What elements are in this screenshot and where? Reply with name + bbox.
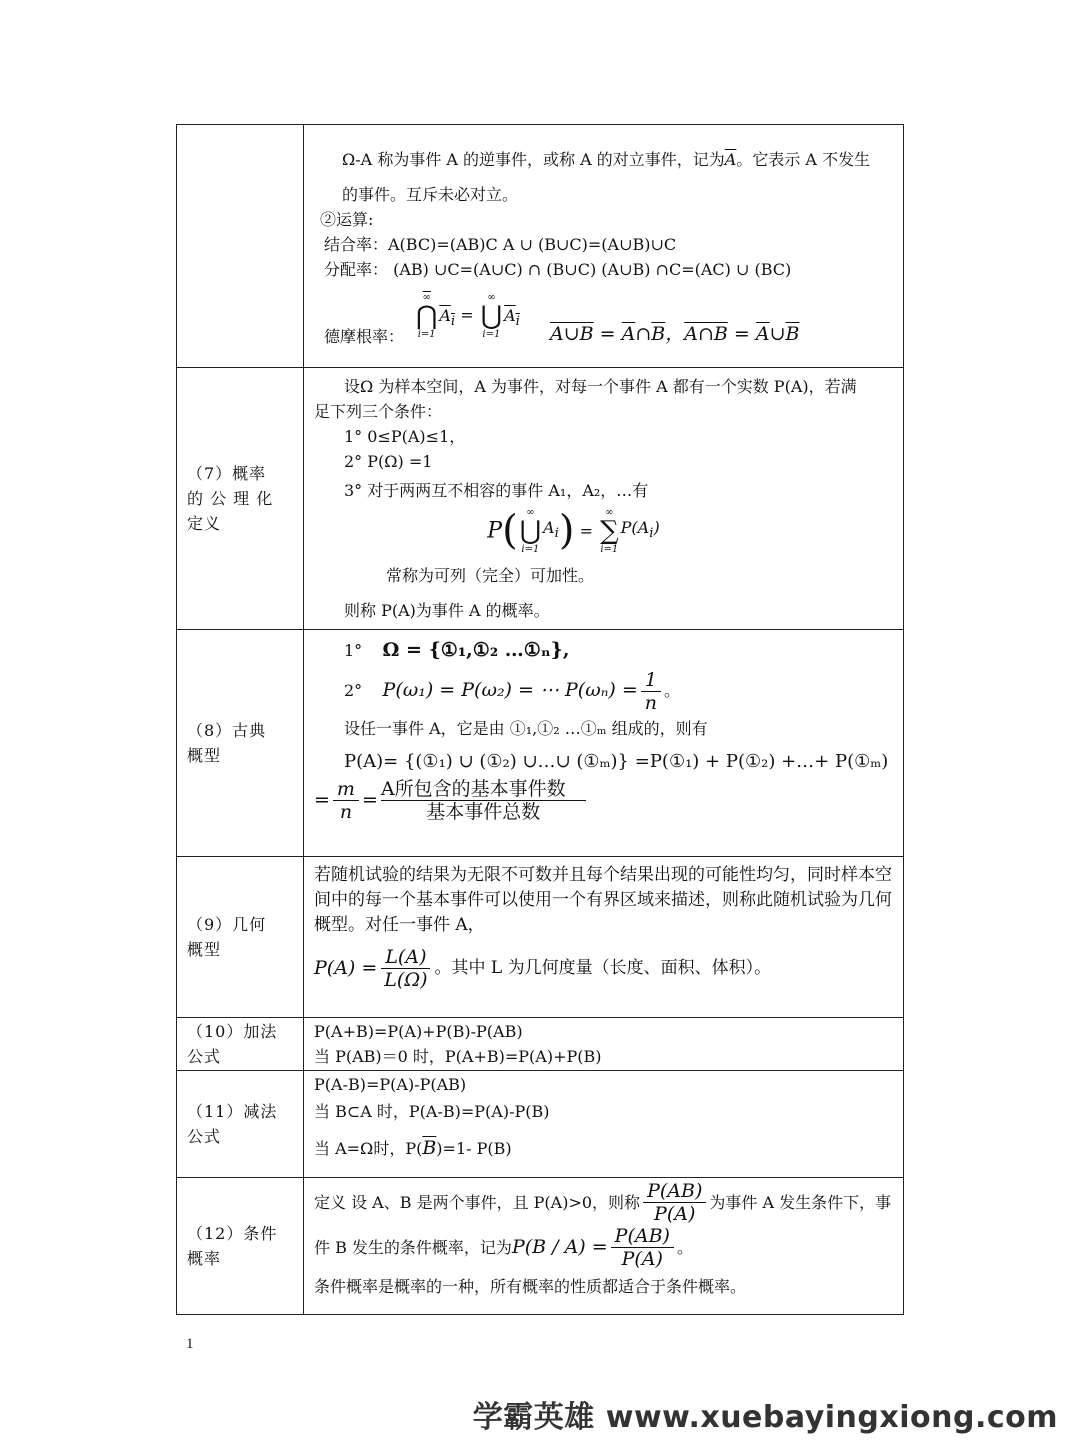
condition-1: 1° 0≤P(A)≤1， [344,427,466,446]
conditional-def-line-1: 定义 设 A、B 是两个事件，且 P(A)>0，则称 $\frac{P(AB)}{P(A)}$ 为事件 A 发生条件下，事 [314,1180,892,1225]
text-line: 结合率：A(BC)=(AB)C A ∪ (B∪C)=(A∪B)∪C [324,235,677,254]
row-label: （11）减法 公式 [177,1071,304,1178]
page-number: 1 [186,1336,194,1352]
text-line: 间中的每一个基本事件可以使用一个有界区域来描述，则称此随机试验为几何 [314,890,892,910]
classical-cond-2: 2° P(ω₁) = P(ω₂) = ⋯ P(ωₙ) = $\frac{1}{n}$ 。 [344,669,681,714]
row-body [304,1018,904,1071]
demorgan-label: 德摩根率： [324,327,405,346]
text-line: 常称为可列（完全）可加性。 [386,566,595,585]
row-body [304,125,904,368]
row-label: （12）条件 概率 [177,1178,304,1315]
row-label: （10）加法 公式 [177,1018,304,1071]
condition-3: 3° 对于两两互不相容的事件 A₁，A₂，…有 [344,481,649,500]
row-body [304,1178,904,1315]
classical-fraction: = $\frac{m}{n}$ = $\frac{\text{A所包含的基本事件数}}{\text{基本事件总数}}$ [314,778,893,823]
text-line: 足下列三个条件： [314,402,443,421]
text-line: P(A-B)=P(A)-P(AB) [314,1075,467,1094]
row-body [304,630,904,857]
row-body [304,368,904,630]
text-line: 当 A=Ω时，$P(\overline{B})=1-$ P(B) [314,1137,512,1159]
watermark: 学霸英雄 www.xuebayingxiong.com [472,1400,1058,1435]
row-label-empty [177,125,304,368]
text-line: 分配率： (AB) ∪C=(A∪C) ∩ (B∪C) (A∪B) ∩C=(AC) ∪ (BC) [324,260,792,279]
table-row [177,1178,904,1315]
row-label: （7）概率 的 公 理 化 定义 [177,368,304,630]
text-line: 当 P(AB)＝0 时，P(A+B)=P(A)+P(B) [314,1047,602,1066]
table-row [177,125,904,368]
content-table [176,124,904,1315]
table-row [177,1018,904,1071]
classical-cond-1: 1° Ω = {①₁,①₂ …①ₙ}, [344,639,570,661]
row-label: （8）古典 概型 [177,630,304,857]
text-line: 设任一事件 A，它是由 ①₁,①₂ …①ₘ 组成的，则有 [344,719,708,738]
text-line: ②运算: [320,210,374,229]
table-row [177,857,904,1018]
demorgan-formula-2: A∪B = $\overline{A}\cap\overline{B}$，A∩B = $\overline{A}\cup\overline{B}$ [550,323,800,345]
row-body [304,1071,904,1178]
demorgan-line [314,292,893,348]
text-line: 当 B⊂A 时，P(A-B)=P(A)-P(B) [314,1102,550,1121]
text-line: 的事件。互斥未必对立。 [342,185,519,204]
row-label: （9）几何 概型 [177,857,304,1018]
condition-2: 2° P(Ω) =1 [344,452,433,471]
table-row [177,368,904,630]
conditional-def-line-2: 件 B 发生的条件概率，记为P(B / A) = $\frac{P(AB)}{P(A)}$ 。 [314,1225,693,1270]
table-row [177,630,904,857]
geometric-formula: P(A) = $\frac{L(A)}{L(\Omega)}$ 。其中 L 为几何度量（长度、面积、体积）。 [314,946,772,991]
text-line: 设Ω 为样本空间，A 为事件，对每一个事件 A 都有一个实数 P(A)，若满 [344,377,857,396]
text-line: Ω-A 称为事件 A 的逆事件，或称 A 的对立事件，记为$\overline{A}$。它表示 A 不发生 [342,150,871,169]
text-line: 若随机试验的结果为无限不可数并且每个结果出现的可能性均匀，同时样本空 [314,865,892,885]
text-line: P(A+B)=P(A)+P(B)-P(AB) [314,1022,523,1041]
row-body [304,857,904,1018]
additivity-formula: P( ∞ ⋃ i=1 $A_i$) = ∞ ∑ i=1 $P(A_i)$ [487,507,660,555]
classical-formula: P(A)= {(①₁) ∪ (①₂) ∪…∪ (①ₘ)} =P(①₁) + P(①₂) +…+ P(①ₘ) [344,751,889,772]
text-line: 概型。对任一事件 A， [314,915,485,935]
text-line: 则称 P(A)为事件 A 的概率。 [344,601,550,620]
text-line: 条件概率是概率的一种，所有概率的性质都适合于条件概率。 [314,1277,747,1296]
demorgan-formula-1: ∞ ⋂ i=1 $A_i$ = ∞ ⋃ i=1 $A_i$ [416,292,520,340]
table-row [177,1071,904,1178]
